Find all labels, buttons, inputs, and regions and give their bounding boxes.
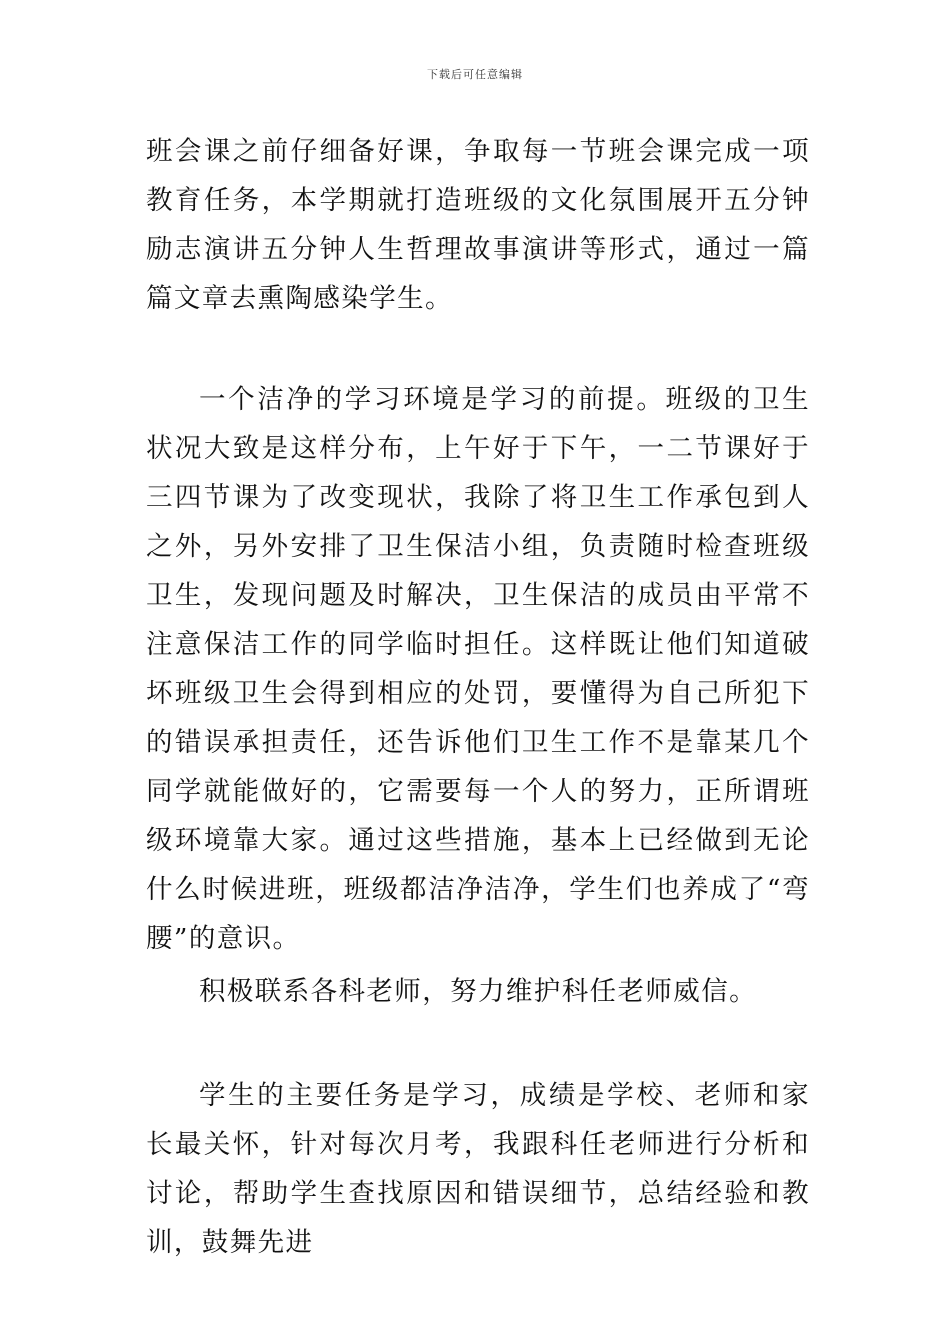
- paragraph-teachers: 积极联系各科老师，努力维护科任老师威信。: [199, 976, 757, 1007]
- paragraph-hygiene: 一个洁净的学习环境是学习的前提。班级的卫生状况大致是这样分布，上午好于下午，一二节课好于三四节课为了改变现状，我除了将卫生工作承包到人之外，另外安排了卫生保洁小组，负责随时检查班级卫生，发现问题及时解决，卫生保洁的成员由平常不注意保洁工作的同学临时担任。这样既让他们知道破坏班级卫生会得到相应的处罚，要懂得为自己所犯下的错误承担责任，还告诉他们卫生工作不是靠某几个同学就能做好的，它需要每一个人的努力，正所谓班级环境靠大家。通过这些措施，基本上已经做到无论什么时候进班，班级都洁净洁净，学生们也养成了“弯腰”的意识。: [146, 384, 810, 954]
- paragraph-study: 学生的主要任务是学习，成绩是学校、老师和家长最关怀，针对每次月考，我跟科任老师进行分析和讨论，帮助学生查找原因和错误细节，总结经验和教训，鼓舞先进: [146, 1080, 810, 1258]
- page-header-note: 下载后可任意编辑: [427, 68, 523, 81]
- paragraph-class-meeting: 班会课之前仔细备好课，争取每一节班会课完成一项教育任务，本学期就打造班级的文化氛围展开五分钟励志演讲五分钟人生哲理故事演讲等形式，通过一篇篇文章去熏陶感染学生。: [146, 136, 810, 314]
